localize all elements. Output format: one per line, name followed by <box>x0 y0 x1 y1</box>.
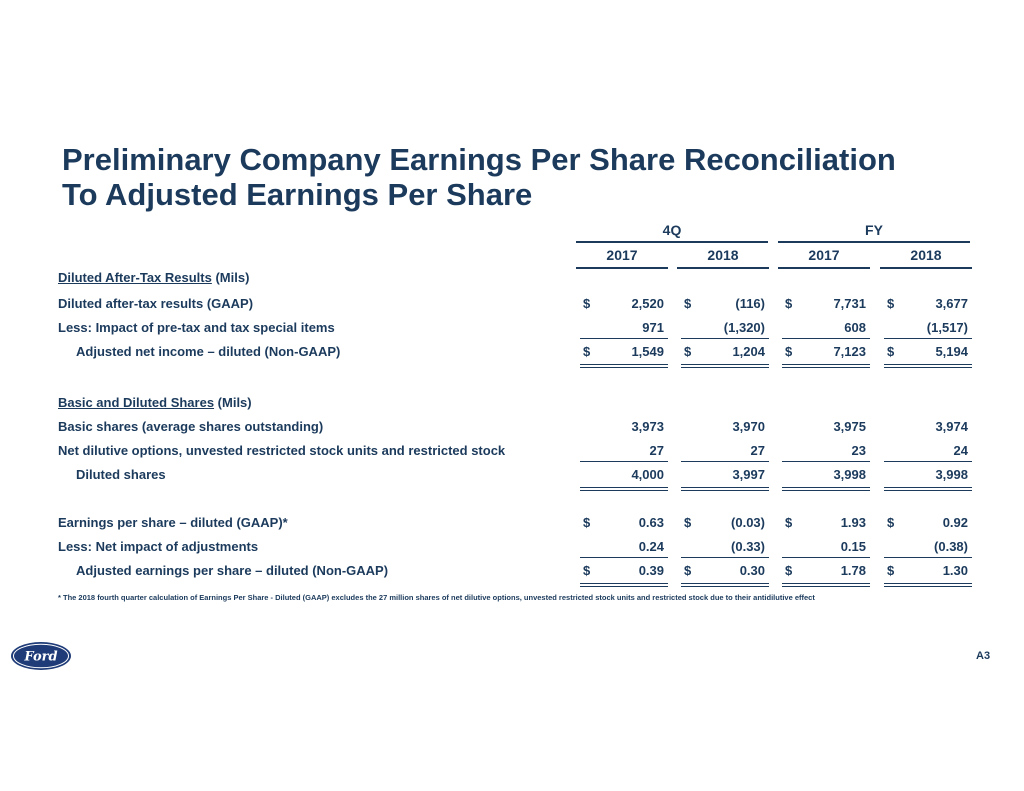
cell-value: 3,997 <box>732 467 765 482</box>
table-cell <box>580 563 668 581</box>
table-cell <box>884 539 972 558</box>
cell-value: 27 <box>750 443 765 458</box>
currency-symbol: $ <box>583 344 591 359</box>
table-cell <box>681 419 769 437</box>
currency-symbol: $ <box>583 563 591 578</box>
ford-logo <box>10 641 72 671</box>
table-cell <box>580 539 668 558</box>
cell-value: 5,194 <box>935 344 968 359</box>
cell-value: 3,975 <box>833 419 866 434</box>
table-cell <box>782 563 870 581</box>
table-cell <box>884 419 972 437</box>
table-cell <box>782 539 870 558</box>
table-row <box>0 395 1024 415</box>
table-cell <box>884 467 972 485</box>
table-cell <box>681 296 769 314</box>
table-cell <box>681 344 769 362</box>
header-fy: FY <box>778 222 970 243</box>
row-label <box>58 270 249 286</box>
cell-value: 3,973 <box>631 419 664 434</box>
section-heading: Diluted After-Tax Results <box>58 270 212 285</box>
cell-value: 3,970 <box>732 419 765 434</box>
row-label: Adjusted net income – diluted (Non-GAAP) <box>76 344 341 359</box>
currency-symbol: $ <box>785 515 793 530</box>
cell-value: (0.03) <box>731 515 765 530</box>
currency-symbol: $ <box>684 515 692 530</box>
row-label: Diluted shares <box>76 467 166 482</box>
table-row <box>0 320 1024 340</box>
currency-symbol: $ <box>887 515 895 530</box>
title-line-1: Preliminary Company Earnings Per Share Reconciliation <box>62 142 896 177</box>
table-cell <box>782 344 870 362</box>
header-year-4q-2017: 2017 <box>576 247 668 269</box>
cell-value: 0.24 <box>638 539 664 554</box>
cell-value: 3,974 <box>935 419 968 434</box>
table-cell <box>580 467 668 485</box>
table-row <box>0 443 1024 463</box>
cell-value: 1.93 <box>840 515 866 530</box>
table-cell <box>580 344 668 362</box>
table-cell <box>782 419 870 437</box>
cell-value: 1,204 <box>732 344 765 359</box>
cell-value: 27 <box>649 443 664 458</box>
table-cell <box>884 320 972 339</box>
header-year-fy-2017: 2017 <box>778 247 870 269</box>
cell-value: 1.30 <box>942 563 968 578</box>
table-cell <box>580 515 668 533</box>
table-row <box>0 539 1024 559</box>
header-year-4q-2018: 2018 <box>677 247 769 269</box>
cell-value: (0.38) <box>934 539 968 554</box>
row-label <box>58 395 252 411</box>
table-row <box>0 344 1024 364</box>
table-cell <box>580 320 668 339</box>
table-cell <box>681 320 769 339</box>
cell-value: (1,517) <box>926 320 968 335</box>
cell-value: 608 <box>844 320 866 335</box>
currency-symbol: $ <box>684 344 692 359</box>
title-line-2: To Adjusted Earnings Per Share <box>62 177 533 212</box>
cell-value: 7,123 <box>833 344 866 359</box>
cell-value: 7,731 <box>833 296 866 311</box>
section-heading-units: (Mils) <box>211 270 250 285</box>
table-cell <box>782 467 870 485</box>
table-row <box>0 563 1024 583</box>
cell-value: 3,677 <box>935 296 968 311</box>
row-label: Earnings per share – diluted (GAAP)* <box>58 515 288 530</box>
table-cell <box>782 320 870 339</box>
page-number: A3 <box>976 650 991 662</box>
cell-value: 0.92 <box>942 515 968 530</box>
cell-value: (116) <box>735 296 765 311</box>
header-4q: 4Q <box>576 222 768 243</box>
cell-value: 3,998 <box>935 467 968 482</box>
table-cell <box>884 344 972 362</box>
cell-value: 1,549 <box>631 344 664 359</box>
row-label: Basic shares (average shares outstanding) <box>58 419 324 434</box>
currency-symbol: $ <box>887 344 895 359</box>
table-cell <box>782 443 870 462</box>
cell-value: 24 <box>953 443 968 458</box>
currency-symbol: $ <box>887 563 895 578</box>
table-cell <box>681 515 769 533</box>
table-row <box>0 515 1024 535</box>
cell-value: 23 <box>851 443 866 458</box>
table-cell <box>884 515 972 533</box>
footnote: * The 2018 fourth quarter calculation of Earnings Per Share - Diluted (GAAP) excludes the 27 million shares of net dilutive options, unvested restricted stock units and restricted stock due to their antidilutive effect <box>58 593 815 602</box>
table-row <box>0 467 1024 487</box>
cell-value: 0.15 <box>840 539 866 554</box>
currency-symbol: $ <box>684 296 692 311</box>
row-label: Adjusted earnings per share – diluted (Non-GAAP) <box>76 563 389 578</box>
cell-value: 0.30 <box>739 563 765 578</box>
cell-value: 1.78 <box>840 563 866 578</box>
row-label: Less: Impact of pre-tax and tax special items <box>58 320 335 335</box>
cell-value: 4,000 <box>631 467 664 482</box>
row-label: Net dilutive options, unvested restricted stock units and restricted stock <box>58 443 506 458</box>
currency-symbol: $ <box>583 515 591 530</box>
section-heading: Basic and Diluted Shares <box>58 395 215 410</box>
cell-value: (1,320) <box>723 320 765 335</box>
cell-value: 2,520 <box>631 296 664 311</box>
table-cell <box>884 443 972 462</box>
table-cell <box>884 296 972 314</box>
currency-symbol: $ <box>684 563 692 578</box>
table-row <box>0 270 1024 290</box>
currency-symbol: $ <box>583 296 591 311</box>
table-cell <box>580 419 668 437</box>
table-cell <box>681 443 769 462</box>
currency-symbol: $ <box>785 344 793 359</box>
table-cell <box>782 296 870 314</box>
table-cell <box>681 467 769 485</box>
cell-value: 0.63 <box>638 515 664 530</box>
currency-symbol: $ <box>887 296 895 311</box>
currency-symbol: $ <box>785 563 793 578</box>
logo-text: Ford <box>24 649 58 665</box>
cell-value: (0.33) <box>731 539 765 554</box>
cell-value: 0.39 <box>638 563 664 578</box>
row-label: Less: Net impact of adjustments <box>58 539 259 554</box>
table-cell <box>681 539 769 558</box>
table-cell <box>681 563 769 581</box>
currency-symbol: $ <box>785 296 793 311</box>
table-cell <box>580 443 668 462</box>
section-heading-units: (Mils) <box>214 395 252 410</box>
page-title <box>62 142 896 212</box>
table-row <box>0 296 1024 316</box>
table-row <box>0 419 1024 439</box>
row-label: Diluted after-tax results (GAAP) <box>58 296 254 311</box>
table-cell <box>782 515 870 533</box>
table-cell <box>580 296 668 314</box>
cell-value: 3,998 <box>833 467 866 482</box>
cell-value: 971 <box>642 320 664 335</box>
table-cell <box>884 563 972 581</box>
header-year-fy-2018: 2018 <box>880 247 972 269</box>
